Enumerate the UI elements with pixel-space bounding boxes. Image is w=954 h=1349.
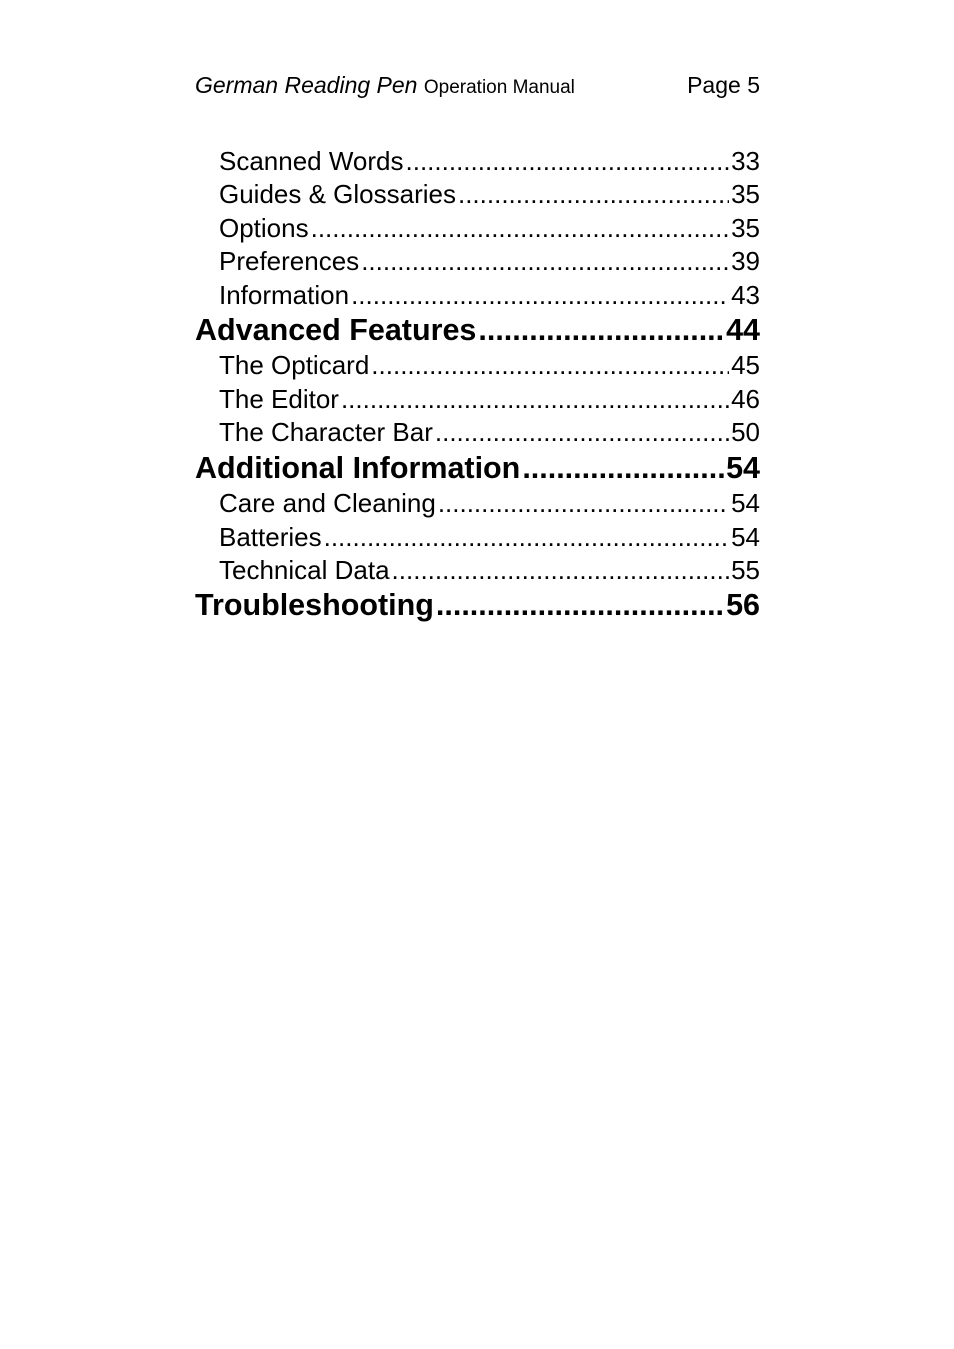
- toc-entry-label: Technical Data: [219, 554, 390, 585]
- toc-entry-label: Scanned Words: [219, 146, 404, 176]
- manual-type: Operation Manual: [423, 77, 575, 98]
- toc-entry-technical-data[interactable]: [195, 554, 760, 587]
- toc-section-label: Additional Information: [195, 450, 521, 485]
- dot-leader: [406, 145, 730, 178]
- dot-leader: [436, 587, 724, 625]
- toc-entry-options[interactable]: [195, 212, 760, 245]
- toc-entry-label: The Editor: [219, 383, 339, 414]
- toc-section-troubleshooting[interactable]: [195, 587, 760, 625]
- table-of-contents: [195, 145, 760, 625]
- toc-entry-scanned-words[interactable]: [195, 145, 760, 178]
- page-header: [195, 72, 760, 106]
- product-name: German Reading Pen: [195, 72, 418, 98]
- dot-leader: [361, 245, 729, 278]
- toc-section-label: Troubleshooting: [195, 588, 434, 623]
- toc-entry-page: 39: [731, 246, 760, 277]
- toc-entry-information[interactable]: [195, 279, 760, 312]
- toc-entry-character-bar[interactable]: [195, 416, 760, 449]
- toc-section-advanced-features[interactable]: [195, 312, 760, 350]
- toc-section-page: 56: [726, 588, 760, 623]
- dot-leader: [438, 487, 729, 520]
- toc-section-additional-information[interactable]: [195, 450, 760, 488]
- toc-entry-label: Options: [219, 212, 309, 243]
- toc-entry-editor[interactable]: [195, 383, 760, 416]
- toc-entry-preferences[interactable]: [195, 245, 760, 278]
- toc-entry-page: 54: [731, 488, 760, 519]
- toc-entry-guides-glossaries[interactable]: [195, 178, 760, 211]
- toc-entry-label: The Opticard: [219, 350, 370, 381]
- toc-section-page: 44: [726, 312, 760, 347]
- toc-entry-label: Preferences: [219, 246, 360, 277]
- page-number: Page 5: [687, 72, 760, 98]
- dot-leader: [392, 554, 730, 587]
- toc-entry-page: 55: [731, 554, 760, 585]
- dot-leader: [311, 212, 729, 245]
- toc-section-page: 54: [726, 450, 760, 485]
- dot-leader: [341, 383, 729, 416]
- dot-leader: [435, 416, 729, 449]
- toc-entry-label: Batteries: [219, 521, 322, 552]
- toc-entry-label: Information: [219, 279, 350, 310]
- toc-entry-page: 50: [731, 417, 760, 448]
- toc-entry-label: The Character Bar: [219, 417, 433, 448]
- toc-entry-care-cleaning[interactable]: [195, 487, 760, 520]
- toc-entry-page: 35: [731, 179, 760, 210]
- toc-entry-page: 54: [731, 521, 760, 552]
- dot-leader: [371, 349, 729, 382]
- dot-leader: [324, 521, 729, 554]
- toc-entry-page: 46: [731, 383, 760, 414]
- dot-leader: [351, 279, 729, 312]
- toc-section-label: Advanced Features: [195, 312, 477, 347]
- dot-leader: [478, 312, 724, 350]
- toc-entry-page: 43: [731, 279, 760, 310]
- document-title: [195, 72, 575, 99]
- toc-entry-label: Guides & Glossaries: [219, 179, 456, 210]
- toc-entry-batteries[interactable]: [195, 521, 760, 554]
- toc-entry-label: Care and Cleaning: [219, 488, 436, 519]
- toc-entry-page: 33: [731, 146, 760, 176]
- toc-entry-opticard[interactable]: [195, 349, 760, 382]
- toc-entry-page: 45: [731, 350, 760, 381]
- dot-leader: [458, 178, 729, 211]
- toc-entry-page: 35: [731, 212, 760, 243]
- dot-leader: [522, 450, 724, 488]
